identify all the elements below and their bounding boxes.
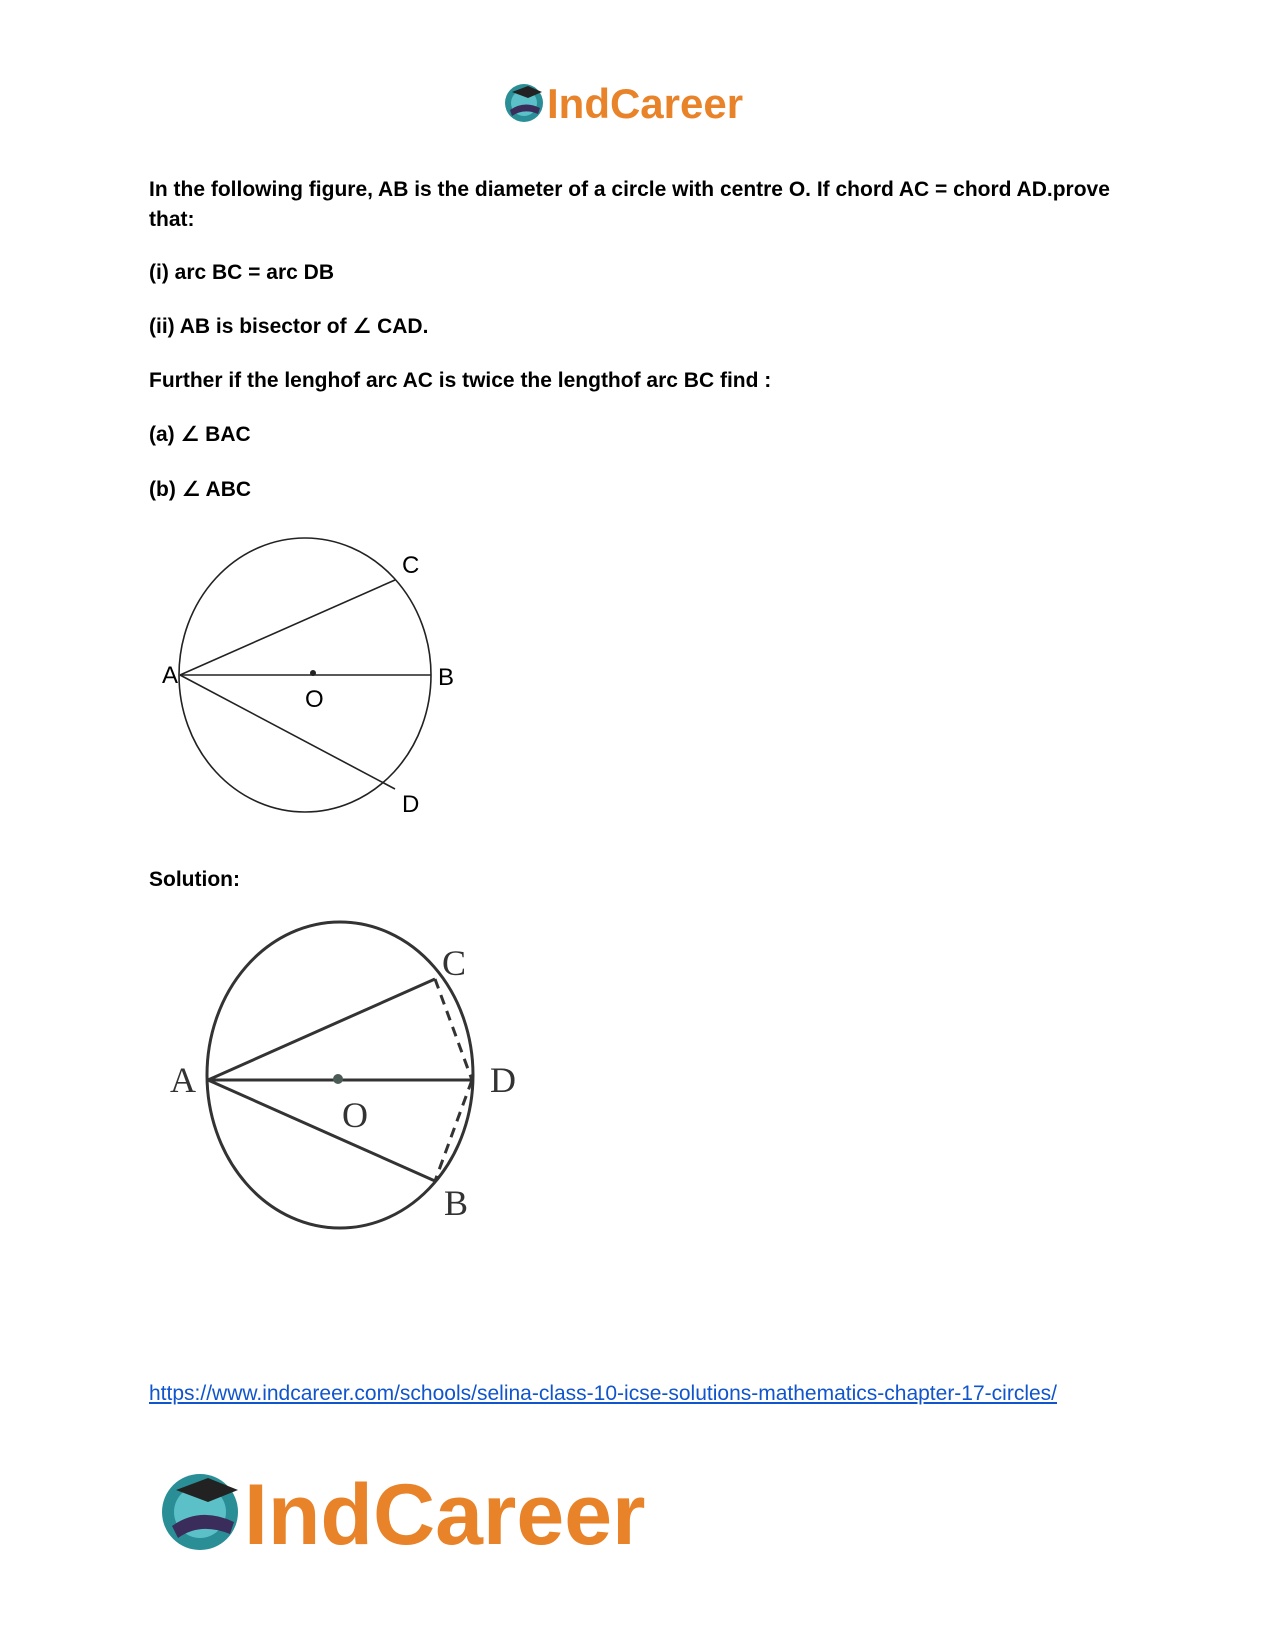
question-part-a: (a) ∠ BAC (149, 423, 251, 446)
label-b: B (438, 664, 455, 691)
solution-figure (160, 920, 530, 1240)
chord-ad (180, 675, 395, 789)
label-a: A (162, 662, 179, 689)
question-intro: In the following figure, AB is the diameter of a circle with centre O. If chord AC = chord AD.prove that: (149, 178, 1110, 231)
label-o: O (342, 1095, 368, 1135)
source-url-link[interactable]: https://www.indcareer.com/schools/selina-class-10-icse-solutions-mathematics-chapter-17-circles/ (149, 1382, 1057, 1405)
solution-label: Solution: (149, 868, 240, 891)
label-a: A (170, 1060, 196, 1100)
label-c: C (402, 552, 420, 579)
centre-point (333, 1074, 343, 1084)
question-figure (150, 535, 480, 825)
logo-brand-text: IndCareer (244, 1467, 646, 1562)
dashed-chord-db (435, 1080, 472, 1181)
chord-ac (208, 979, 435, 1080)
indcareer-logo-bottom (158, 1462, 698, 1562)
label-d: D (402, 791, 420, 818)
question-further: Further if the lenghof arc AC is twice the lengthof arc BC find : (149, 369, 772, 392)
question-part-i: (i) arc BC = arc DB (149, 261, 334, 284)
chord-ac (180, 580, 395, 675)
label-c: C (442, 943, 467, 983)
label-d: D (490, 1060, 516, 1100)
logo-globe-icon (162, 1474, 238, 1550)
label-b: B (444, 1183, 469, 1223)
question-part-b: (b) ∠ ABC (149, 478, 252, 501)
indcareer-logo-top (502, 78, 782, 128)
logo-globe-icon (505, 84, 543, 122)
question-part-ii: (ii) AB is bisector of ∠ CAD. (149, 315, 429, 338)
label-o: O (305, 686, 324, 713)
centre-point (310, 670, 316, 676)
logo-brand-text: IndCareer (547, 80, 744, 127)
chord-ab (208, 1080, 435, 1181)
